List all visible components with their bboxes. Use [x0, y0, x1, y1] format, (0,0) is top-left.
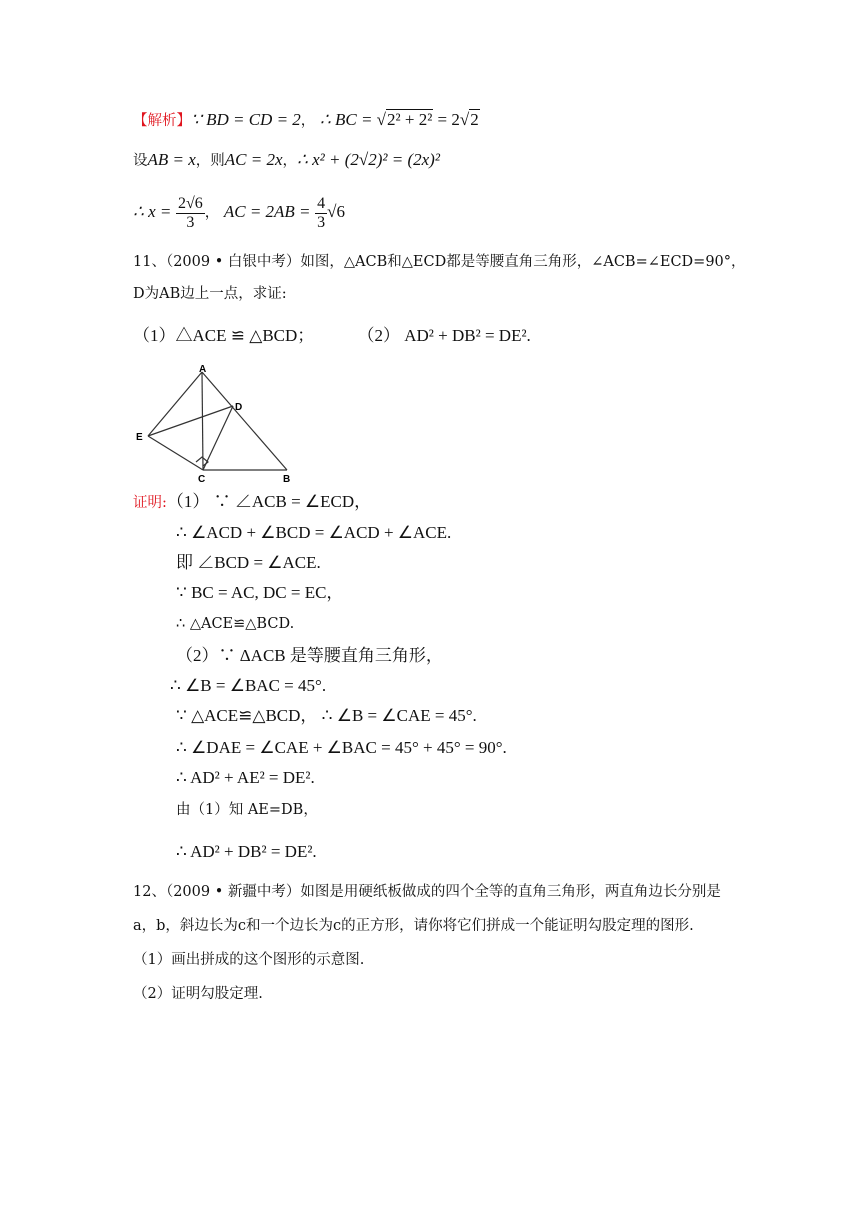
q12-part-1: （1）画出拼成的这个图形的示意图. [133, 952, 365, 968]
label-e: E [136, 432, 143, 443]
proof-step-12: ∴ AD² + DB² = DE². [176, 842, 317, 861]
frac1-den: 3 [186, 213, 195, 231]
analysis-ac-2x: AC = 2x [224, 150, 283, 169]
frac2-den: 3 [317, 213, 326, 231]
analysis-line-1: 【解析】∵ BD = CD = 2， ∴ BC = √2² + 2² = 2√2 [133, 110, 479, 129]
q11-parts [133, 326, 531, 347]
analysis-equation: ∴ x² + (2√2)² = (2x)² [297, 150, 440, 169]
analysis-label: 【解析】 [133, 113, 191, 129]
proof-step-11: 由（1）知 AE=DB， [176, 802, 318, 818]
proof-step-3: 即 ∠BCD = ∠ACE. [176, 553, 321, 572]
analysis-eq: = 2 [433, 110, 460, 129]
proof-step-5: ∴ △ACE≌△BCD. [176, 616, 295, 632]
proof-step-8: ∵ △ACE≌△BCD， ∴ ∠B = ∠CAE = 45°. [176, 706, 477, 725]
proof-line-1 [133, 492, 371, 513]
proof-step-4: ∵ BC = AC, DC = EC， [176, 583, 344, 602]
proof-step-7: ∴ ∠B = ∠BAC = 45°. [170, 676, 327, 695]
proof-label: 证明: [133, 495, 167, 511]
analysis-then: ，则 [195, 153, 225, 169]
analysis-root2: 2 [470, 110, 479, 129]
analysis-ab-x: AB = x [147, 150, 196, 169]
label-c: C [198, 474, 206, 484]
triangle-figure [130, 362, 300, 484]
q12-line-1: 12、（2009 • 新疆中考）如图是用硬纸板做成的四个全等的直角三角形，两直角边长分别是 [133, 884, 721, 900]
analysis-bd-cd: ∵ BD = CD = 2 [191, 110, 301, 129]
analysis-let: 设 [133, 153, 148, 169]
analysis-line-2: 设AB = x，则AC = 2x，∴ x² + (2√2)² = (2x)² [133, 150, 440, 169]
proof-step-2: ∴ ∠ACD + ∠BCD = ∠ACD + ∠ACE. [176, 523, 452, 542]
analysis-bc: ∴ BC = [319, 110, 377, 129]
q11-part-2: （2） AD² + DB² = DE². [357, 326, 531, 345]
label-d: D [235, 402, 243, 413]
analysis-x-eq: ∴ x = [133, 202, 172, 221]
analysis-line-3: ∴ x = $\frac{2√6}{3}$ ， AC = 2AB = $\frac{4}{3}$ √6 [133, 194, 345, 231]
analysis-sqrt6: √6 [327, 202, 345, 221]
analysis-radicand: 2² + 2² [387, 110, 433, 129]
q12-part-2: （2）证明勾股定理. [133, 986, 263, 1002]
analysis-ac-eq: AC = 2AB = [223, 202, 311, 221]
q11-line-2: D为AB边上一点，求证: [133, 286, 287, 302]
analysis-fraction-2 [315, 195, 327, 232]
q11-line-1: 11、（2009 • 白银中考）如图，△ACB和△ECD都是等腰直角三角形，∠ACB=∠ECD=90°， [133, 254, 746, 270]
q12-line-2: a，b，斜边长为c和一个边长为c的正方形，请你将它们拼成一个能证明勾股定理的图形. [133, 918, 694, 934]
label-a: A [199, 364, 207, 375]
q11-part-1: （1）△ACE ≌ △BCD； [133, 326, 315, 345]
proof-step-9: ∴ ∠DAE = ∠CAE + ∠BAC = 45° + 45° = 90°. [176, 738, 507, 757]
frac2-num: 4 [317, 194, 326, 212]
frac1-num: 2√6 [177, 194, 203, 212]
proof-step-1: （1） ∵ ∠ACB = ∠ECD， [166, 492, 372, 511]
label-b: B [283, 474, 291, 484]
proof-step-6: （2）∵ ΔACB 是等腰直角三角形， [176, 646, 443, 665]
proof-step-10: ∴ AD² + AE² = DE². [176, 768, 315, 787]
analysis-fraction-1 [176, 195, 205, 232]
